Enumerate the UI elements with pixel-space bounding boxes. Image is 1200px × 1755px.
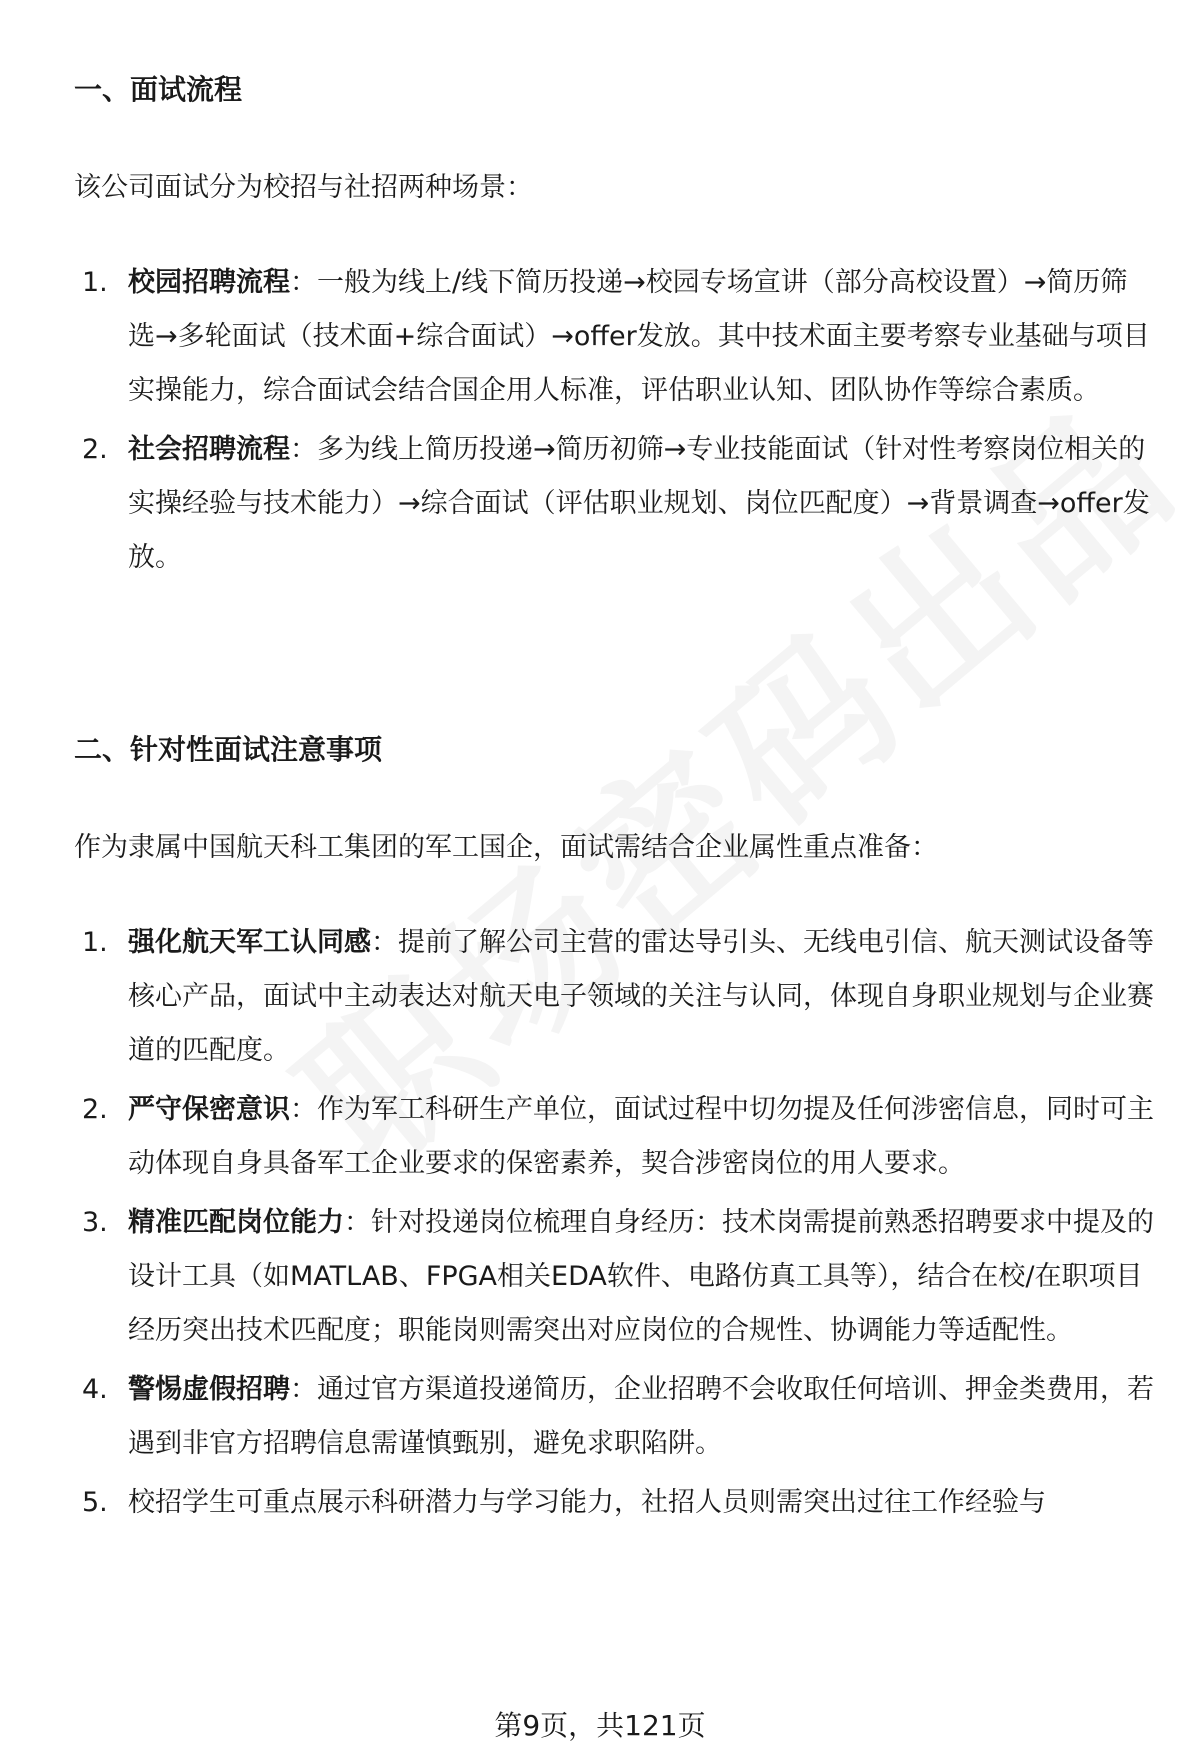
list-item-text: ：作为军工科研生产单位，面试过程中切勿提及任何涉密信息，同时可主动体现自身具备军工企业要求的保密素养，契合涉密岗位的用人要求。 (128, 1094, 1154, 1179)
list-item-text: ：提前了解公司主营的雷达导引头、无线电引信、航天测试设备等核心产品，面试中主动表达对航天电子领域的关注与认同，体现自身职业规划与企业赛道的匹配度。 (128, 927, 1154, 1066)
section-heading-interview-process: 一、面试流程 (74, 73, 243, 106)
list-item-title: 精准匹配岗位能力 (128, 1207, 344, 1238)
list-item-number: 1. (82, 267, 108, 298)
list-item (74, 1363, 1154, 1471)
list-item-number: 3. (82, 1207, 108, 1238)
list-item-text: ：多为线上简历投递→简历初筛→专业技能面试（针对性考察岗位相关的实操经验与技术能力）→综合面试（评估职业规划、岗位匹配度）→背景调查→offer发放。 (128, 434, 1150, 573)
list-item (74, 256, 1154, 418)
list-item (74, 1083, 1154, 1191)
list-item-title: 警惕虚假招聘 (128, 1374, 290, 1405)
list-item (74, 916, 1154, 1078)
page-number-footer: 第9页，共121页 (494, 1709, 706, 1742)
list-item-number: 2. (82, 434, 108, 465)
list-item (74, 423, 1154, 585)
list-item-number: 2. (82, 1094, 108, 1125)
interview-notes-list (74, 916, 1154, 1535)
list-item (74, 1476, 1154, 1530)
list-item-number: 5. (82, 1487, 108, 1518)
section-heading-interview-notes: 二、针对性面试注意事项 (74, 733, 383, 766)
interview-process-list (74, 256, 1154, 590)
list-item-text: ：通过官方渠道投递简历，企业招聘不会收取任何培训、押金类费用，若遇到非官方招聘信息需谨慎甄别，避免求职陷阱。 (128, 1374, 1154, 1459)
list-item-title: 社会招聘流程 (128, 434, 290, 465)
list-item-text: 校招学生可重点展示科研潜力与学习能力，社招人员则需突出过往工作经验与 (128, 1487, 1046, 1518)
list-item-text: ：一般为线上/线下简历投递→校园专场宣讲（部分高校设置）→简历筛选→多轮面试（技术面+综合面试）→offer发放。其中技术面主要考察专业基础与项目实操能力，综合面试会结合国企用人标准，评估职业认知、团队协作等综合素质。 (128, 267, 1150, 406)
section-intro-interview-process: 该公司面试分为校招与社招两种场景： (74, 172, 533, 203)
list-item-number: 1. (82, 927, 108, 958)
list-item-title: 校园招聘流程 (128, 267, 290, 298)
list-item-title: 严守保密意识 (128, 1094, 290, 1125)
list-item (74, 1196, 1154, 1358)
list-item-number: 4. (82, 1374, 108, 1405)
list-item-text: ：针对投递岗位梳理自身经历：技术岗需提前熟悉招聘要求中提及的设计工具（如MATLAB、FPGA相关EDA软件、电路仿真工具等），结合在校/在职项目经历突出技术匹配度；职能岗则需突出对应岗位的合规性、协调能力等适配性。 (128, 1207, 1154, 1346)
list-item-title: 强化航天军工认同感 (128, 927, 371, 958)
section-intro-interview-notes: 作为隶属中国航天科工集团的军工国企，面试需结合企业属性重点准备： (74, 832, 938, 863)
